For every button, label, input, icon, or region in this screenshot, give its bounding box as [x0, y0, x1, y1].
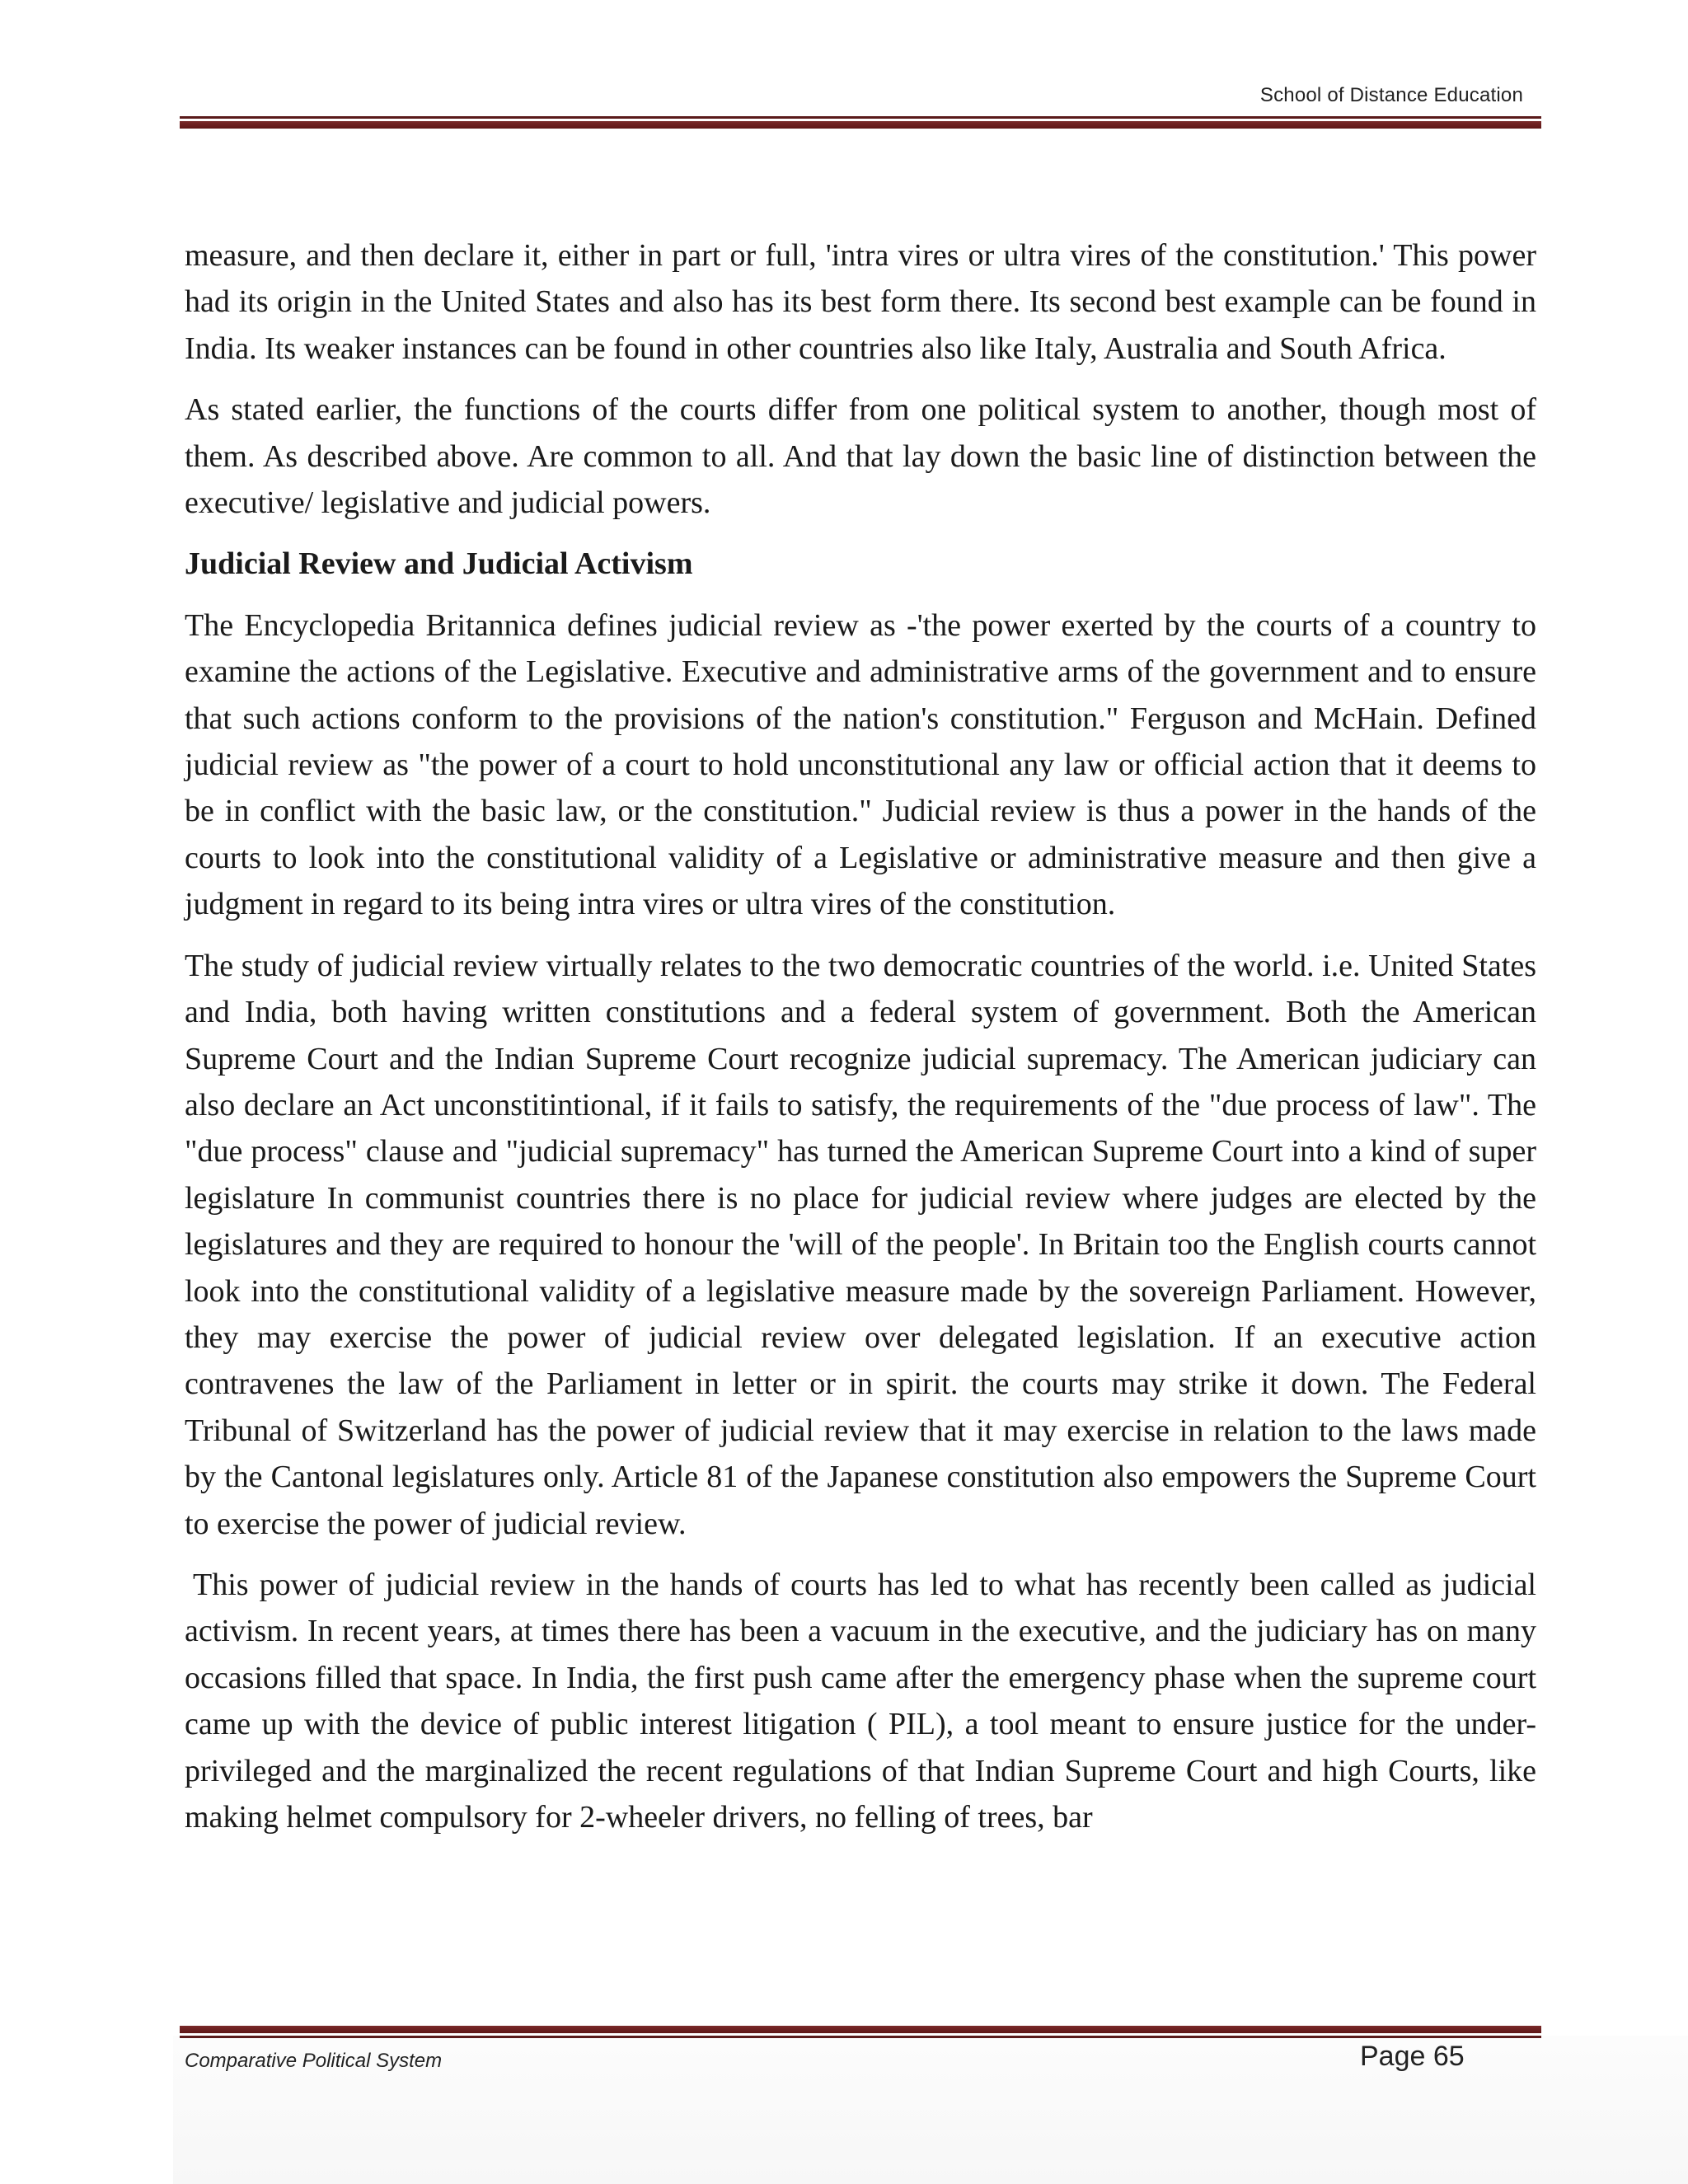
paragraph: As stated earlier, the functions of the courts differ from one political system to another, though most of them. As described above. Are common to all. And that lay down the basic line of distinction between the executive/ legislative and judicial powers. [185, 392, 1536, 521]
paragraph: This power of judicial review in the hands of courts has led to what has recently been called as judicial activism. In recent years, at times there has been a vacuum in the executive, and the judiciary has on many occasions filled that space. In India, the first push came after the emergency phase when the supreme court came up with the device of public interest litigation ( PIL), a tool meant to ensure justice for the under-privileged and the marginalized the recent regulations of that Indian Supreme Court and high Courts, like making helmet compulsory for 2-wheeler drivers, no felling of trees, bar [185, 1567, 1536, 1835]
footer-rule [180, 2026, 1541, 2038]
paragraph: The Encyclopedia Britannica defines judicial review as -'the power exerted by the courts of a country to examine the actions of the Legislative. Executive and administrative arms of the government and to ensure that such actions conform to the provisions of the nation's constitution." Ferguson and McHain. Defined judicial review as "the power of a court to hold unconstitutional any law or official action that it deems to be in conflict with the basic law, or the constitution." Judicial review is thus a power in the hands of the courts to look into the constitutional validity of a Legislative or administrative measure and then give a judgment in regard to its being intra vires or ultra vires of the constitution. [185, 607, 1536, 922]
header-institution: School of Distance Education [1259, 84, 1523, 106]
paragraph: The study of judicial review virtually relates to the two democratic countries of the world. i.e. United States and India, both having written constitutions and a federal system of government. Both the American Supreme Court and the Indian Supreme Court recognize judicial supremacy. The American judiciary can also declare an Act unconstitintional, if it fails to satisfy, the requirements of the "due process of law". The "due process" clause and "judicial supremacy" has turned the American Supreme Court into a kind of super legislature In communist countries there is no place for judicial review where judges are elected by the legislatures and they are required to honour the 'will of the people'. In Britain too the English courts cannot look into the constitutional validity of a legislative measure made by the sovereign Parliament. However, they may exercise the power of judicial review over delegated legislation. If an executive action contravenes the law of the Parliament in letter or in spirit. the courts may strike it down. The Federal Tribunal of Switzerland has the power of judicial review that it may exercise in relation to the laws made by the Cantonal legislatures only. Article 81 of the Japanese constitution also empowers the Supreme Court to exercise the power of judicial review. [185, 948, 1536, 1541]
footer-course-title: Comparative Political System [185, 2050, 443, 2072]
header-rule [180, 116, 1541, 129]
section-heading: Judicial Review and Judicial Activism [185, 546, 693, 582]
page-body [185, 232, 1536, 1855]
page-number: Page 65 [1360, 2041, 1465, 2072]
paragraph: measure, and then declare it, either in part or full, 'intra vires or ultra vires of the constitution.' This power had its origin in the United States and also has its best form there. Its second best example can be found in India. Its weaker instances can be found in other countries also like Italy, Australia and South Africa. [185, 238, 1536, 366]
